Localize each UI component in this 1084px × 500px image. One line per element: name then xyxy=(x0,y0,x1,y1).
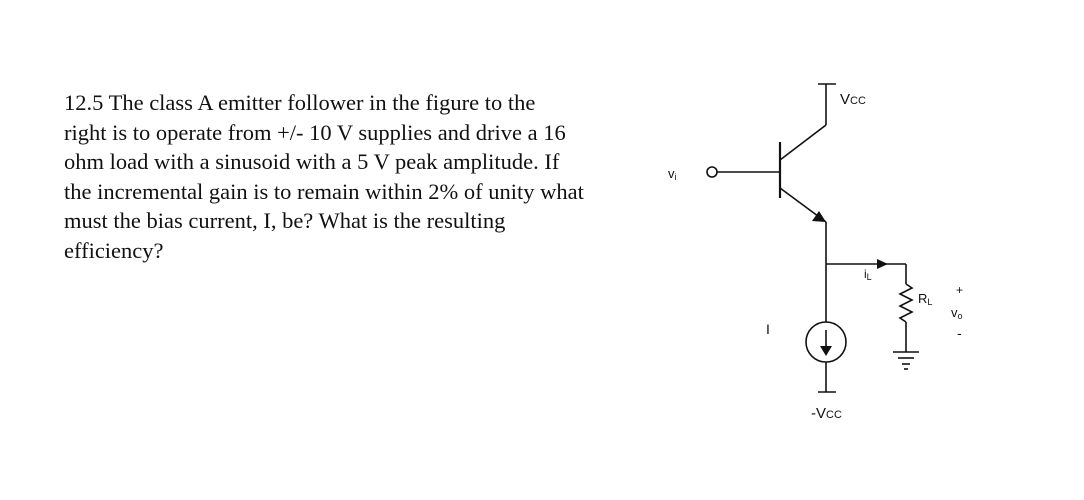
load-current-arrow xyxy=(877,259,888,269)
vo-plus-label: + xyxy=(956,283,964,297)
vo-label: vo xyxy=(951,305,963,321)
collector-lead xyxy=(780,125,826,160)
vo-minus-label: - xyxy=(957,325,962,341)
bias-current-label: I xyxy=(766,321,770,337)
vneg-label: -VCC xyxy=(811,405,842,422)
problem-line: right is to operate from +/- 10 V supplies and drive a 16 xyxy=(64,119,566,145)
vcc-label: VCC xyxy=(840,91,866,108)
il-label: iL xyxy=(864,267,872,282)
rl-label: RL xyxy=(918,291,933,307)
input-terminal xyxy=(707,167,717,177)
vi-label: vi xyxy=(668,166,677,182)
current-source-arrowhead xyxy=(820,346,832,356)
load-resistor xyxy=(900,284,912,322)
problem-line: must the bias current, I, be? What is the resulting xyxy=(64,208,506,233)
problem-line: 12.5 The class A emitter follower in the figure to the xyxy=(64,90,536,115)
problem-line: efficiency? xyxy=(64,237,164,263)
problem-line: ohm load with a sinusoid with a 5 V peak amplitude. If xyxy=(64,149,560,174)
problem-line: the incremental gain is to remain within 2% of unity what xyxy=(64,178,584,204)
